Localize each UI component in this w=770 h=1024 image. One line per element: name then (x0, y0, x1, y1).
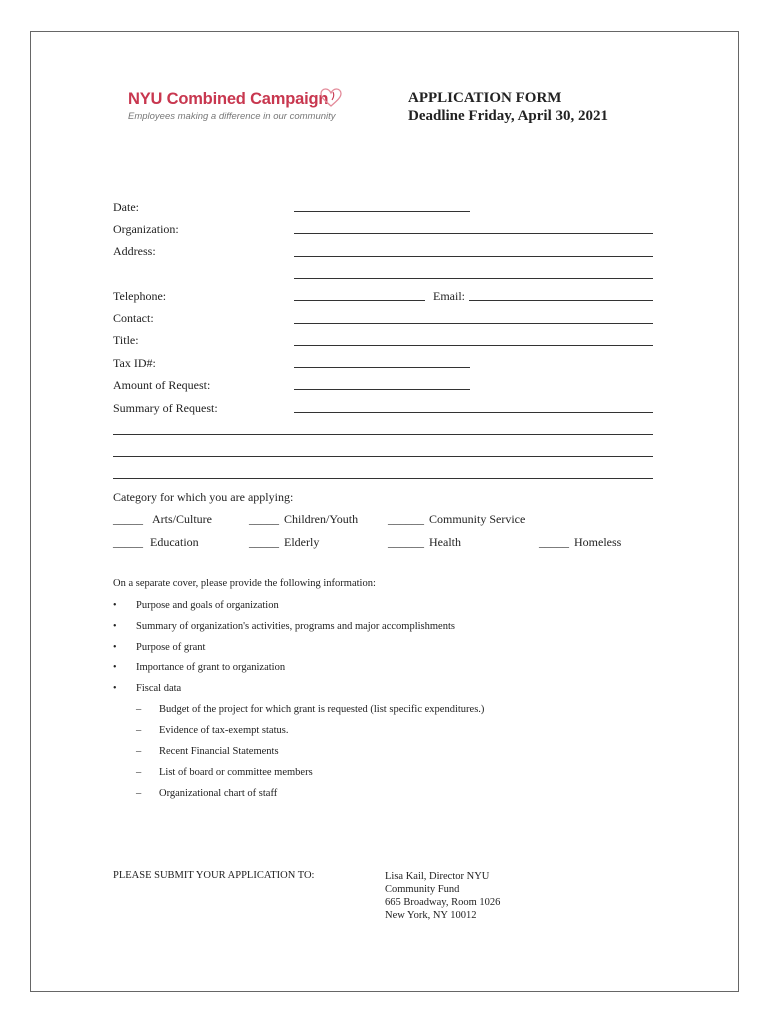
category-option-education[interactable] (113, 535, 199, 550)
bullet-text: Summary of organization's activities, programs and major accomplishments (136, 621, 455, 632)
fiscal-sub-item (136, 788, 278, 799)
submit-address (385, 870, 500, 922)
address-label: Address: (113, 244, 156, 258)
organization-label: Organization: (113, 222, 179, 236)
address-field-line-2[interactable] (294, 278, 653, 279)
summary-label: Summary of Request: (113, 401, 218, 415)
category-blank: _____ (113, 512, 143, 526)
bullet-text: Purpose of grant (136, 642, 206, 653)
email-field[interactable] (469, 300, 653, 301)
bullet-icon: • (113, 662, 117, 673)
category-blank: ______ (388, 535, 424, 549)
summary-field-line-1[interactable] (294, 412, 653, 413)
amount-label: Amount of Request: (113, 378, 211, 392)
bullet-icon: • (113, 642, 117, 653)
category-prompt: Category for which you are applying: (113, 490, 294, 504)
organization-field[interactable] (294, 233, 653, 234)
category-label: Arts/Culture (152, 512, 212, 526)
category-label: Children/Youth (284, 512, 359, 526)
fiscal-sub-item (136, 725, 289, 736)
amount-field[interactable] (294, 389, 470, 390)
category-blank: _____ (113, 535, 143, 549)
sub-item-text: Organizational chart of staff (159, 788, 278, 799)
address-field-line-1[interactable] (294, 256, 653, 257)
category-blank: _____ (249, 535, 279, 549)
submit-label: PLEASE SUBMIT YOUR APPLICATION TO: (113, 870, 315, 881)
address-line: 665 Broadway, Room 1026 (385, 897, 501, 908)
bullet-text: Fiscal data (136, 683, 182, 694)
dash-icon: – (136, 725, 142, 736)
dash-icon: – (136, 746, 142, 757)
category-blank: ______ (388, 512, 424, 526)
category-option-elderly[interactable] (249, 535, 319, 550)
summary-field-line-4[interactable] (113, 478, 653, 479)
info-bullet (113, 621, 455, 632)
category-option-health[interactable] (388, 535, 461, 550)
category-blank: _____ (539, 535, 569, 549)
telephone-label: Telephone: (113, 289, 167, 303)
logo-tagline: Employees making a difference in our community (128, 111, 336, 122)
dash-icon: – (136, 767, 142, 778)
info-bullet (113, 600, 279, 611)
info-bullet (113, 662, 286, 673)
bullet-text: Purpose and goals of organization (136, 600, 279, 611)
dash-icon: – (136, 788, 142, 799)
logo-name: NYU Combined Campaign (128, 90, 329, 108)
bullet-icon: • (113, 683, 117, 694)
heart-icon (320, 88, 342, 108)
telephone-field[interactable] (294, 300, 425, 301)
category-label: Elderly (284, 535, 320, 549)
sub-item-text: Evidence of tax-exempt status. (159, 725, 289, 736)
fiscal-sub-item (136, 704, 485, 715)
contact-field[interactable] (294, 323, 653, 324)
category-label: Health (429, 535, 461, 549)
bullet-text: Importance of grant to organization (136, 662, 286, 673)
category-label: Community Service (429, 512, 526, 526)
category-label: Homeless (574, 535, 622, 549)
summary-field-line-2[interactable] (113, 434, 653, 435)
category-label: Education (150, 535, 199, 549)
form-title: APPLICATION FORM (408, 90, 562, 106)
date-field[interactable] (294, 211, 470, 212)
email-label: Email: (433, 289, 465, 303)
info-intro: On a separate cover, please provide the following information: (113, 578, 376, 589)
tax-id-label: Tax ID#: (113, 356, 156, 370)
category-blank: _____ (249, 512, 279, 526)
bullet-icon: • (113, 621, 117, 632)
title-label: Title: (113, 333, 139, 347)
fiscal-sub-item (136, 767, 313, 778)
category-option-community[interactable] (388, 512, 525, 527)
contact-label: Contact: (113, 311, 154, 325)
bullet-icon: • (113, 600, 117, 611)
dash-icon: – (136, 704, 142, 715)
tax-id-field[interactable] (294, 367, 470, 368)
info-bullet (113, 642, 206, 653)
sub-item-text: Recent Financial Statements (159, 746, 279, 757)
info-bullet (113, 683, 182, 694)
fiscal-sub-item (136, 746, 279, 757)
sub-item-text: List of board or committee members (159, 767, 313, 778)
address-line: New York, NY 10012 (385, 910, 477, 921)
category-option-homeless[interactable] (539, 535, 621, 550)
title-field[interactable] (294, 345, 653, 346)
date-label: Date: (113, 200, 139, 214)
category-option-children[interactable] (249, 512, 358, 527)
category-option-arts[interactable] (113, 512, 212, 527)
address-line: Lisa Kail, Director NYU (385, 871, 490, 882)
deadline: Deadline Friday, April 30, 2021 (408, 108, 609, 124)
address-line: Community Fund (385, 884, 460, 895)
sub-item-text: Budget of the project for which grant is requested (list specific expenditures.) (159, 704, 485, 715)
summary-field-line-3[interactable] (113, 456, 653, 457)
